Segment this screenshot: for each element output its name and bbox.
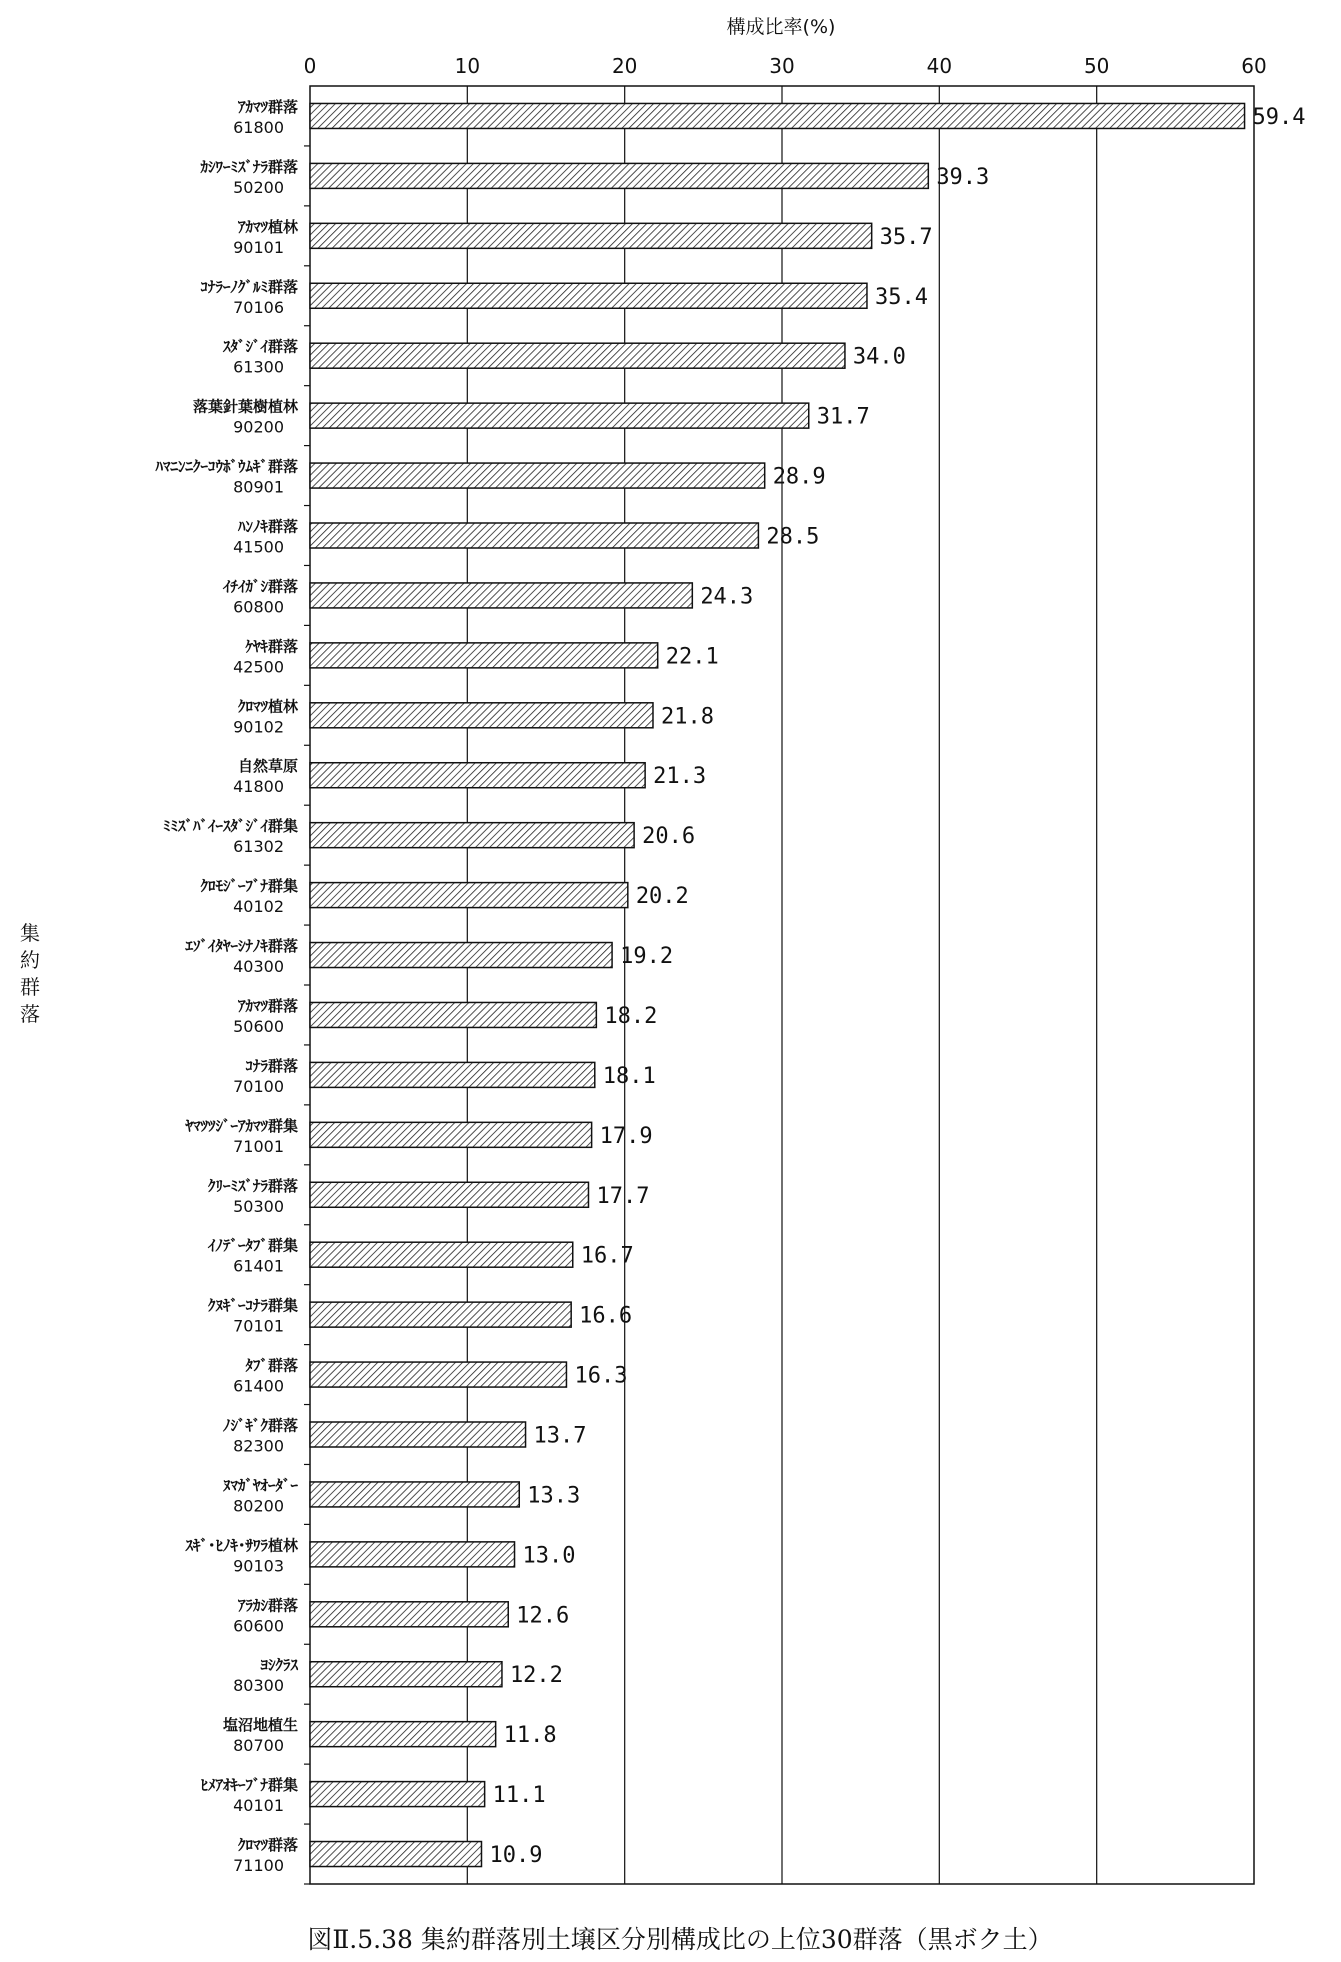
y-axis-title-char: 落 [20,1002,40,1026]
bar [310,103,1245,128]
bar [310,1062,595,1087]
bar-value-label: 59.4 [1252,104,1306,130]
category-code-label: 41500 [233,537,284,557]
category-name-label: 自然草原 [237,757,298,776]
category-name-label: ｽｷﾞ･ﾋﾉｷ･ｻﾜﾗ植林 [185,1536,298,1555]
bar-value-label: 21.3 [653,764,707,790]
bar [310,643,658,668]
category-name-label: ｸﾘｰﾐｽﾞﾅﾗ群落 [207,1176,298,1195]
category-name-label: ｱｶﾏﾂ群落 [237,996,298,1015]
bar [310,283,867,308]
bar-value-label: 16.6 [579,1303,633,1329]
bar-value-label: 28.9 [772,464,826,490]
category-code-label: 61300 [233,357,284,377]
category-name-label: ｸﾛﾏﾂ植林 [237,697,298,716]
bar-value-label: 11.1 [492,1783,546,1809]
category-code-label: 90102 [233,717,284,737]
bar-value-label: 20.2 [635,884,689,910]
category-code-label: 80200 [233,1496,284,1516]
bar [310,1542,515,1567]
x-tick-label: 60 [1241,54,1267,78]
category-name-label: ｽﾀﾞｼﾞｲ群落 [222,337,298,356]
value-labels [489,105,1305,1868]
bar-value-label: 19.2 [620,944,674,970]
bar-value-label: 18.2 [604,1003,658,1029]
category-code-label: 80700 [233,1736,284,1756]
bar [310,523,758,548]
category-code-label: 70100 [233,1076,284,1096]
x-tick-label: 30 [769,54,795,78]
category-code-label: 70101 [233,1316,284,1336]
bar-value-label: 12.6 [516,1603,570,1629]
category-code-label: 40300 [233,957,284,977]
figure-caption: 図Ⅱ.5.38 集約群落別土壌区分別構成比の上位30群落（黒ボク土） [307,1925,1053,1954]
category-code-label: 90101 [233,237,284,257]
category-code-label: 61400 [233,1376,284,1396]
category-code-label: 61302 [233,837,284,857]
bar [310,1482,519,1507]
bar-value-label: 13.7 [533,1423,587,1449]
x-axis-ticks [304,54,1267,78]
bar [310,1662,502,1687]
category-name-label: ﾋﾒｱｵｷｰﾌﾞﾅ群集 [200,1776,298,1795]
bar-value-label: 16.3 [574,1363,628,1389]
category-name-label: 落葉針葉樹植林 [192,397,298,416]
category-code-label: 40102 [233,897,284,917]
y-axis-title-char: 約 [20,948,40,972]
category-name-label: ﾊﾝﾉｷ群落 [237,517,298,536]
category-code-label: 40101 [233,1796,284,1816]
bar-value-label: 31.7 [816,404,870,430]
bar-value-label: 22.1 [665,644,719,670]
y-axis-title-char: 群 [20,975,40,999]
category-code-label: 61800 [233,117,284,137]
category-name-label: ｲﾁｲｶﾞｼ群落 [222,577,298,596]
category-code-label: 42500 [233,657,284,677]
x-axis-title: 構成比率(%) [726,16,836,38]
bar-value-label: 13.3 [527,1483,581,1509]
category-code-label: 61401 [233,1256,284,1276]
category-name-label: ｸﾇｷﾞｰｺﾅﾗ群集 [207,1296,298,1315]
category-name-label: ｱｶﾏﾂ植林 [237,217,298,236]
category-name-label: 塩沼地植生 [222,1716,298,1735]
category-code-label: 60800 [233,597,284,617]
bar [310,1842,481,1867]
category-name-label: ｶｼﾜｰﾐｽﾞﾅﾗ群落 [200,157,298,176]
category-name-label: ｱﾗｶｼ群落 [237,1596,298,1615]
category-code-label: 60600 [233,1616,284,1636]
category-code-label: 80300 [233,1676,284,1696]
bar-value-label: 21.8 [660,704,714,730]
bar [310,1782,485,1807]
bar-value-label: 35.4 [874,284,928,310]
bar-value-label: 20.6 [642,824,696,850]
bar-value-label: 35.7 [879,224,933,250]
category-name-label: ﾀﾌﾞ群落 [245,1356,298,1375]
bar-value-label: 34.0 [852,344,906,370]
bar-value-label: 18.1 [602,1063,656,1089]
category-code-label: 80901 [233,477,284,497]
bars [310,103,1245,1869]
category-code-label: 71100 [233,1856,284,1876]
bar-value-label: 17.9 [599,1123,653,1149]
bar [310,223,872,248]
bar [310,403,809,428]
category-name-label: ﾖｼｸﾗｽ [260,1656,298,1675]
bar [310,1362,566,1387]
bar-value-label: 17.7 [596,1183,650,1209]
category-name-label: ﾊﾏﾆﾝﾆｸｰｺｳﾎﾞｳﾑｷﾞ群落 [155,457,298,476]
bar [310,1122,592,1147]
bar [310,1242,573,1267]
category-name-label: ｺﾅﾗｰﾉｸﾞﾙﾐ群落 [200,277,298,296]
bar [310,1182,588,1207]
bar-value-label: 24.3 [700,584,754,610]
category-name-label: ﾉｼﾞｷﾞｸ群落 [222,1416,298,1435]
x-tick-label: 10 [454,54,481,78]
category-code-label: 50200 [233,177,284,197]
bar [310,1002,596,1027]
category-name-label: ﾇﾏｶﾞﾔｵｰﾀﾞｰ [222,1476,298,1495]
bar [310,703,653,728]
bar-value-label: 28.5 [766,524,820,550]
bar [310,163,928,188]
category-code-label: 50300 [233,1196,284,1216]
category-code-label: 90200 [233,417,284,437]
category-labels [154,98,310,1884]
category-name-label: ｴｿﾞｲﾀﾔｰｼﾅﾉｷ群落 [185,937,298,956]
bar [310,883,628,908]
bar [310,1722,496,1747]
category-code-label: 70106 [233,297,284,317]
bar [310,1602,508,1627]
bar-value-label: 12.2 [509,1663,563,1689]
category-name-label: ﾐﾐｽﾞﾊﾞｲｰｽﾀﾞｼﾞｲ群集 [162,817,298,836]
category-name-label: ｸﾛﾓｼﾞｰﾌﾞﾅ群集 [200,877,298,896]
bar-value-label: 39.3 [936,164,990,190]
x-tick-label: 50 [1083,54,1110,78]
category-name-label: ｸﾛﾏﾂ群落 [237,1836,298,1855]
bar-value-label: 11.8 [503,1723,557,1749]
category-name-label: ｱｶﾏﾂ群落 [237,97,298,116]
bar-value-label: 16.7 [580,1243,634,1269]
x-tick-label: 20 [611,54,638,78]
x-tick-label: 0 [303,54,317,78]
category-name-label: ﾔﾏﾂﾂｼﾞｰｱｶﾏﾂ群集 [185,1116,298,1135]
category-code-label: 82300 [233,1436,284,1456]
bar-value-label: 13.0 [522,1543,576,1569]
bar [310,463,765,488]
bar-value-label: 10.9 [489,1843,543,1869]
bar [310,1302,571,1327]
y-axis-title [20,921,40,1026]
category-code-label: 41800 [233,777,284,797]
category-name-label: ｲﾉﾃﾞｰﾀﾌﾞ群集 [207,1236,298,1255]
bar [310,1422,526,1447]
bar [310,763,645,788]
category-name-label: ｺﾅﾗ群落 [245,1056,298,1075]
y-axis-title-char: 集 [20,921,40,945]
x-tick-label: 40 [926,54,953,78]
bar [310,823,634,848]
bar [310,943,612,968]
category-name-label: ｹﾔｷ群落 [245,637,298,656]
category-code-label: 50600 [233,1016,284,1036]
category-code-label: 71001 [233,1136,284,1156]
bar [310,343,845,368]
category-code-label: 90103 [233,1556,284,1576]
bar [310,583,692,608]
